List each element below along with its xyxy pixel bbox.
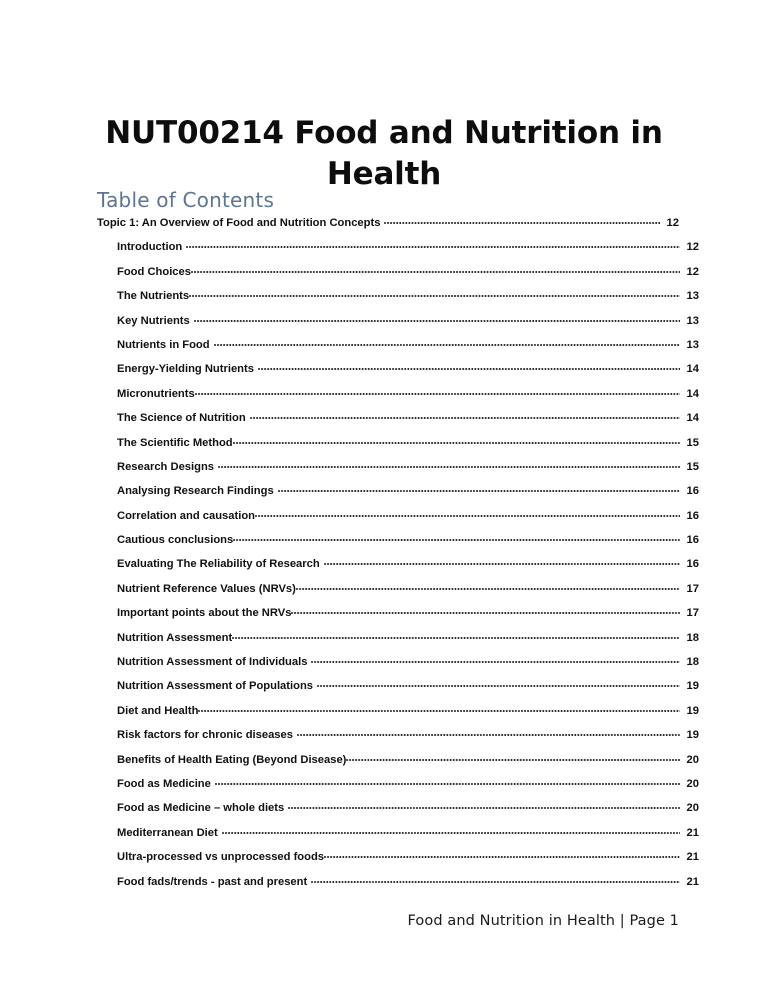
toc-dot-leader: [186, 239, 680, 250]
toc-dot-leader: [278, 483, 680, 494]
toc-dot-leader: [222, 825, 680, 836]
toc-entry-label: Cautious conclusions: [117, 534, 234, 547]
toc-entry-label: The Science of Nutrition: [117, 412, 246, 425]
toc-dot-leader: [324, 556, 680, 567]
toc-dot-leader: [198, 703, 680, 714]
toc-entry[interactable]: [97, 337, 699, 361]
toc-dot-leader: [324, 849, 680, 860]
toc-entry[interactable]: [97, 630, 699, 654]
toc-entry-label: Nutrition Assessment of Individuals: [117, 656, 308, 669]
toc-dot-leader: [317, 678, 680, 689]
toc-entry-page-number: 19: [686, 729, 699, 742]
toc-entry[interactable]: [97, 556, 699, 580]
toc-entry-label: Energy-Yielding Nutrients: [117, 363, 254, 376]
toc-entry[interactable]: [97, 532, 699, 556]
toc-dot-leader: [191, 264, 680, 275]
page-footer: Food and Nutrition in Health | Page 1: [407, 913, 679, 929]
toc-entry[interactable]: [97, 800, 699, 824]
toc-entry[interactable]: [97, 410, 699, 434]
toc-dot-leader: [296, 581, 680, 592]
toc-dot-leader: [233, 435, 680, 446]
toc-entry[interactable]: [97, 215, 679, 239]
toc-dot-leader: [214, 337, 680, 348]
toc-entry-page-number: 12: [686, 265, 699, 278]
page-title: NUT00214 Food and Nutrition in Health: [105, 114, 663, 192]
toc-dot-leader: [189, 288, 680, 299]
toc-entry-page-number: 18: [686, 656, 699, 669]
toc-entry-label: The Nutrients: [117, 290, 190, 303]
toc-entry[interactable]: [97, 508, 699, 532]
toc-entry-label: Analysing Research Findings: [117, 485, 274, 498]
toc-entry-page-number: 17: [686, 582, 699, 595]
toc-dot-leader: [195, 386, 680, 397]
toc-entry-page-number: 16: [686, 485, 699, 498]
toc-entry-label: Topic 1: An Overview of Food and Nutrition Concepts: [97, 217, 381, 229]
toc-entry-page-number: 20: [686, 777, 699, 790]
toc-entry[interactable]: [97, 313, 699, 337]
toc-dot-leader: [233, 532, 680, 543]
toc-entry-page-number: 17: [686, 607, 699, 620]
toc-entry[interactable]: [97, 874, 699, 898]
toc-entry[interactable]: [97, 483, 699, 507]
toc-entry-page-number: 14: [686, 387, 699, 400]
toc-dot-leader: [255, 508, 680, 519]
toc-entry-label: Ultra-processed vs unprocessed foods: [117, 851, 325, 864]
toc-entry-label: Risk factors for chronic diseases: [117, 729, 293, 742]
toc-entry[interactable]: [97, 264, 699, 288]
toc-entry[interactable]: [97, 703, 699, 727]
toc-entry-label: Evaluating The Reliability of Research: [117, 558, 320, 571]
toc-entry-page-number: 15: [686, 460, 699, 473]
toc-entry-label: Research Designs: [117, 460, 215, 473]
toc-entry-page-number: 13: [686, 338, 699, 351]
toc-dot-leader: [384, 215, 660, 226]
toc-entry-page-number: 16: [686, 509, 699, 522]
toc-entry-page-number: 16: [686, 534, 699, 547]
toc-entry-page-number: 14: [686, 363, 699, 376]
toc-entry-label: Benefits of Health Eating (Beyond Disease): [117, 753, 347, 766]
toc-dot-leader: [288, 800, 680, 811]
toc-entry-page-number: 14: [686, 412, 699, 425]
toc-dot-leader: [215, 776, 680, 787]
toc-entry[interactable]: [97, 776, 699, 800]
table-of-contents-heading: Table of Contents: [97, 188, 275, 212]
toc-entry-page-number: 21: [686, 826, 699, 839]
toc-dot-leader: [250, 410, 680, 421]
toc-entry-label: Nutrition Assessment: [117, 631, 233, 644]
toc-dot-leader: [311, 654, 680, 665]
toc-entry-label: Nutrient Reference Values (NRVs): [117, 582, 296, 595]
toc-dot-leader: [346, 752, 680, 763]
toc-dot-leader: [291, 605, 680, 616]
toc-entry-page-number: 20: [686, 753, 699, 766]
toc-dot-leader: [218, 459, 680, 470]
toc-dot-leader: [232, 630, 680, 641]
toc-entry[interactable]: [97, 727, 699, 751]
toc-entry-page-number: 20: [686, 802, 699, 815]
toc-entry[interactable]: [97, 678, 699, 702]
toc-entry-page-number: 19: [686, 704, 699, 717]
toc-entry-page-number: 15: [686, 436, 699, 449]
toc-entry-label: Nutrients in Food: [117, 338, 210, 351]
toc-entry-label: Introduction: [117, 241, 183, 254]
toc-entry[interactable]: [97, 605, 699, 629]
toc-entry-label: Food as Medicine: [117, 777, 211, 790]
toc-entry-page-number: 18: [686, 631, 699, 644]
toc-entry[interactable]: [97, 386, 699, 410]
toc-entry-label: The Scientific Method: [117, 436, 233, 449]
toc-entry-label: Food Choices: [117, 265, 191, 278]
toc-entry-label: Important points about the NRVs: [117, 607, 292, 620]
toc-entry[interactable]: [97, 654, 699, 678]
toc-entry-label: Micronutrients: [117, 387, 195, 400]
toc-entry-page-number: 21: [686, 875, 699, 888]
toc-entry[interactable]: [97, 825, 699, 849]
toc-entry-label: Diet and Health: [117, 704, 199, 717]
toc-dot-leader: [194, 313, 680, 324]
toc-entry-page-number: 13: [686, 290, 699, 303]
toc-dot-leader: [258, 361, 680, 372]
toc-entry[interactable]: [97, 752, 699, 776]
toc-entry[interactable]: [97, 239, 699, 263]
toc-entry-label: Food as Medicine – whole diets: [117, 802, 285, 815]
toc-entry-label: Food fads/trends - past and present: [117, 875, 308, 888]
toc-entry[interactable]: [97, 288, 699, 312]
toc-entry[interactable]: [97, 849, 699, 873]
toc-entry-page-number: 12: [686, 241, 699, 254]
toc-entry-page-number: 13: [686, 314, 699, 327]
toc-dot-leader: [311, 874, 680, 885]
toc-entry-page-number: 21: [686, 851, 699, 864]
toc-entry-label: Key Nutrients: [117, 314, 190, 327]
toc-entry[interactable]: [97, 435, 699, 459]
toc-entry-label: Correlation and causation: [117, 509, 256, 522]
toc-dot-leader: [297, 727, 680, 738]
table-of-contents-list: [97, 215, 699, 898]
toc-entry[interactable]: [97, 361, 699, 385]
toc-entry-page-number: 19: [686, 680, 699, 693]
toc-entry[interactable]: [97, 459, 699, 483]
toc-entry-page-number: 16: [686, 558, 699, 571]
toc-entry-label: Nutrition Assessment of Populations: [117, 680, 314, 693]
toc-entry-page-number: 12: [666, 217, 679, 229]
toc-entry-label: Mediterranean Diet: [117, 826, 218, 839]
toc-entry[interactable]: [97, 581, 699, 605]
